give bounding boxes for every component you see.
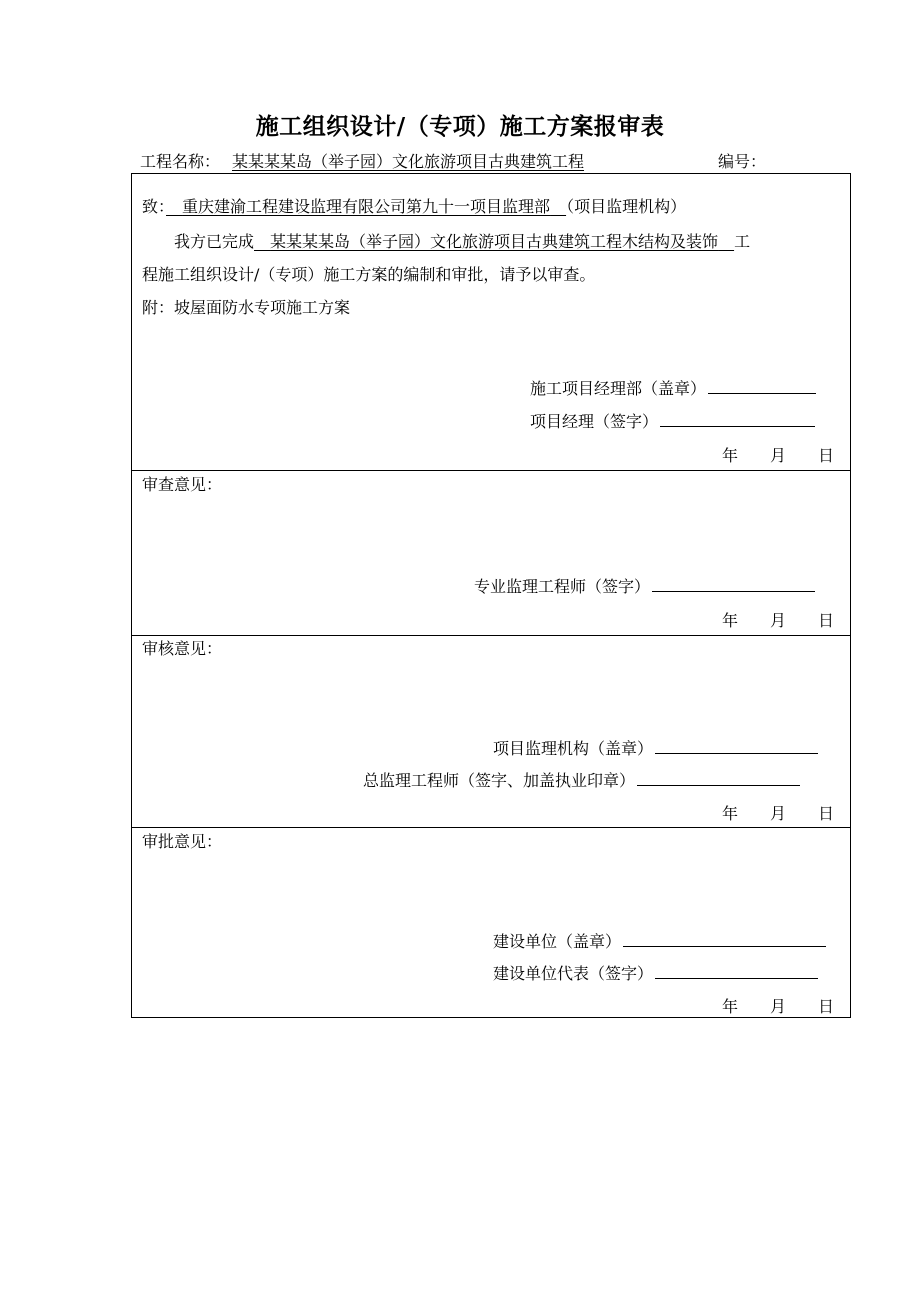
contractor-seal-line	[530, 378, 816, 400]
owner-seal-field[interactable]	[623, 931, 826, 947]
approval-form-table	[131, 173, 851, 1018]
form-header	[140, 150, 852, 174]
form-title: 施工组织设计/（专项）施工方案报审表	[255, 113, 665, 140]
addressee-label: 致：	[142, 197, 167, 216]
section-divider	[132, 827, 850, 828]
chief-engineer-sign-label: 总监理工程师（签字、加盖执业印章）	[363, 771, 636, 790]
owner-rep-sign-line	[493, 963, 818, 985]
submission-body-line1: 我方已完成 某某某某岛（举子园）文化旅游项目古典建筑工程木结构及装饰 工	[174, 232, 751, 251]
audit-opinion-heading: 审核意见：	[142, 639, 223, 658]
contractor-seal-label: 施工项目经理部（盖章）	[530, 379, 707, 398]
section3-date[interactable]: 年 月 日	[721, 804, 834, 823]
section-divider	[132, 470, 850, 471]
project-manager-sign-label: 项目经理（签字）	[530, 412, 659, 431]
owner-rep-sign-label: 建设单位代表（签字）	[493, 964, 654, 983]
project-name-label: 工程名称：	[140, 152, 221, 171]
review-opinion-heading: 审查意见：	[142, 475, 223, 494]
addressee-line	[142, 196, 686, 218]
project-manager-sign-line	[530, 411, 815, 433]
supervision-seal-field[interactable]	[655, 738, 818, 754]
submission-body-line2: 程施工组织设计/（专项）施工方案的编制和审批，请予以审查。	[142, 265, 596, 284]
owner-rep-sign-field[interactable]	[655, 963, 818, 979]
supervisor-engineer-sign-field[interactable]	[652, 576, 815, 592]
chief-engineer-sign-field[interactable]	[637, 770, 800, 786]
contractor-seal-field[interactable]	[708, 378, 816, 394]
section-divider	[132, 635, 850, 636]
section2-date[interactable]: 年 月 日	[721, 611, 834, 630]
owner-seal-line	[493, 931, 826, 953]
section1-date[interactable]: 年 月 日	[721, 446, 834, 465]
supervision-seal-label: 项目监理机构（盖章）	[493, 739, 654, 758]
submission-project[interactable]: 某某某某岛（举子园）文化旅游项目古典建筑工程木结构及装饰	[270, 232, 719, 251]
supervisor-engineer-sign-line	[474, 576, 815, 598]
addressee-suffix: （项目监理机构）	[566, 197, 687, 216]
addressee-name[interactable]: 重庆建渝工程建设监理有限公司第九十一项目监理部	[182, 197, 551, 216]
approval-opinion-heading: 审批意见：	[142, 832, 223, 851]
attachment-line: 附：坡屋面防水专项施工方案	[142, 298, 351, 317]
supervision-seal-line	[493, 738, 818, 760]
project-name-value[interactable]: 某某某某岛（举子园）文化旅游项目古典建筑工程	[232, 152, 585, 171]
owner-seal-label: 建设单位（盖章）	[493, 932, 622, 951]
section4-date[interactable]: 年 月 日	[721, 997, 834, 1016]
chief-engineer-sign-line	[363, 770, 800, 792]
supervisor-engineer-sign-label: 专业监理工程师（签字）	[474, 577, 651, 596]
project-manager-sign-field[interactable]	[660, 411, 815, 427]
number-label: 编号：	[718, 152, 767, 171]
